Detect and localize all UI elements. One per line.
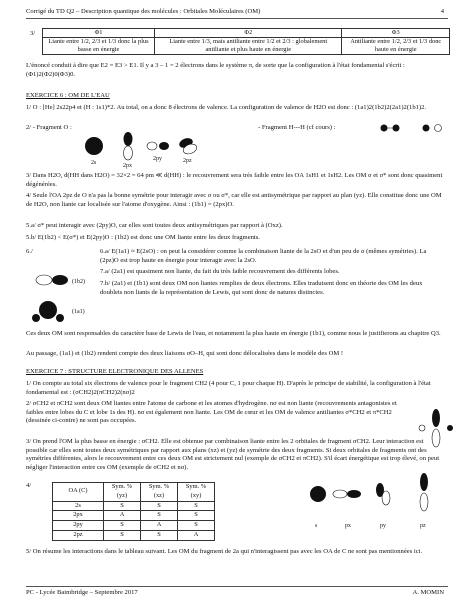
q3-table xyxy=(42,28,450,55)
table-cell: Antiliante entre 1/2, 2/3 et 1/3 donc haute en énergie xyxy=(342,38,450,55)
table-cell: Liante entre 1/2, 2/3 et 1/3 donc la plus basse en énergie xyxy=(43,38,155,55)
ex6-q5a-text: 5.a/ σ* peut interagir avec (2py)O, car elles sont toutes deux antisymétriques par rapport à (Oxz). xyxy=(26,222,283,229)
ex6-q7a-text: 7.a/ (2a1) est quasiment non liante, du fait du très faible recouvrement des différents lobes. xyxy=(100,268,340,275)
orb-label: px xyxy=(345,523,351,529)
table-cell: 2s xyxy=(53,501,104,511)
ex6-q2-left-text: 2/ - Fragment O : xyxy=(26,124,72,131)
ex6-q6-number-text: 6./ xyxy=(26,248,33,255)
ex6-q1 xyxy=(26,104,446,113)
ex6-q2-right-text: - Fragment H---H (cf cours) : xyxy=(258,124,336,131)
ex6-q7a xyxy=(100,268,446,277)
header-title: Corrigé du TD Q2 – Description quantique des molécules : Orbitales Moléculaires (OM) xyxy=(26,8,261,15)
ex6-q6a-text: 6.a/ E(1a1) ≈ E(2sO) : on peut la considérer comme la combinaison liante de la 2sO et d'un peu de σ (mêmes symétries). La (2pz)O est trop haute en énergie pour interagir avec la 2sO. xyxy=(100,248,427,264)
ex6-q6-number xyxy=(26,248,56,257)
page-number: 4 xyxy=(440,8,444,15)
mo-label: (1a1) xyxy=(72,309,85,315)
table-cell: A xyxy=(141,521,178,531)
footer-left: PC - Lycée Baimbridge – Septembre 2017 xyxy=(26,589,138,596)
table-header-row xyxy=(43,29,450,38)
table-row xyxy=(53,521,215,531)
q3-number: 3/ xyxy=(30,30,36,37)
ex7-q1-text: 1/ On compte au total six électrons de valence pour le fragment CH2 (4 pour C, 1 pour chaque H). D'après le principe de stabilité, la configuration à l'état fondamental est : (σCH2)2(πCH2)2(nσ)2 xyxy=(26,380,431,396)
table-cell: S xyxy=(178,501,215,511)
ex6-q2-right xyxy=(258,124,398,133)
table-cell: S xyxy=(178,511,215,521)
energy-text: L'énoncé conduit à dire que E2 = E3 > E1. Il y a 3 – 1 = 2 électrons dans le système π, de sorte que la configuration à l'état fondamental s'écrit : (Φ1)2(Φ2)0(Φ3)0. xyxy=(26,62,405,78)
exercise-6-title: EXERCICE 6 : OM DE L'EAU xyxy=(26,92,110,99)
exercise-6 xyxy=(26,92,446,101)
table-cell: A xyxy=(178,530,215,540)
orbital-2px-icon xyxy=(124,132,133,160)
table-header-cell: OA (C) xyxy=(53,483,104,502)
energy-paragraph xyxy=(26,62,446,79)
table-row xyxy=(43,38,450,55)
ex6-q5a xyxy=(26,222,446,231)
table-cell: 2py xyxy=(53,521,104,531)
c-orbital-px-icon xyxy=(333,490,361,498)
ex7-q2 xyxy=(26,400,402,426)
table-cell: Liante entre 1/3, mais antiliante entre 1/2 et 2/3 : globalement antiliante et plus haute en énergie xyxy=(155,38,342,55)
table-header-row xyxy=(53,483,215,502)
ex7-q4-number-text: 4/ xyxy=(26,482,32,489)
ex7-q5-text: 5/ On résume les interactions dans le tableau suivant. Les OM du fragment de 2a qui n'interagissent pas avec les OA de C ne sont pas mentionnées ici. xyxy=(26,548,423,555)
ex6-sigma-text: Au passage, (1a1) et (1b2) rendent compte des deux liaisons σO–H, qui sont donc délocalisées dans le modèle des OM ! xyxy=(26,350,344,357)
sigma-star-hh-icon xyxy=(423,125,442,132)
ex6-q4-text: 4/ Seule l'OA 2pz de O n'a pas la bonne symétrie pour interagir avec σ ou σ*, car elle est antisymétrique par rapport au plan (yz). Elle constitue donc une OM de H2O, non liante car localisée sur l'atome d'oxygène. Ainsi : (1b1) = (2px)O. xyxy=(26,192,442,208)
ex6-q6a xyxy=(100,248,446,265)
footer-right: A. MOMIN xyxy=(412,589,444,596)
c-orbital-py-icon xyxy=(376,483,390,505)
ex6-lewis-text: Ces deux OM sont responsables du caractère base de Lewis de l'eau, et notamment la plus haute en énergie (1b1), comme nous le justifierons au chapitre Q3. xyxy=(26,330,441,337)
symmetry-table xyxy=(52,482,215,541)
mo-label: (1b2) xyxy=(72,279,85,285)
orb-label: py xyxy=(380,523,386,529)
ex6-q3-text: 3/ Dans H2O, d(HH dans H2O) = 32×2 = 64 pm ≪ d(HH) : le recouvrement sera très faible entre les OA 1sH1 et 1sH2. Les OM σ et σ* sont donc quasiment dégénérées. xyxy=(26,172,443,188)
ex6-q5b-text: 5.b/ E(1b2) < E(σ*) et E(2py)O : (1b2) est donc une OM liante entre les deux fragments. xyxy=(26,234,260,241)
table-cell: S xyxy=(141,511,178,521)
orb-label: 2py xyxy=(153,156,162,162)
table-cell: S xyxy=(104,530,141,540)
table-header-cell: Sym. % (xz) xyxy=(141,483,178,502)
exercise-7-title: EXERCICE 7 : STRUCTURE ELECTRONIQUE DES ALLENES xyxy=(26,368,204,375)
table-row xyxy=(53,530,215,540)
table-cell: S xyxy=(178,521,215,531)
mo-1a1-icon xyxy=(32,301,64,322)
ex6-paragraph-sigma xyxy=(26,350,446,359)
table-header-cell: Sym. % (yz) xyxy=(104,483,141,502)
c-orbital-s-icon xyxy=(310,486,326,502)
c-orbital-pz-icon xyxy=(420,473,428,511)
ex7-q3-text: 3/ On prend l'OM la plus basse en énergie : σCH2. Elle est obtenue par combinaison liante entre les 2 orbitales de fragment σCH2. Leur interaction est possible car elles sont toutes deux symétriques par rapport aux plans (xz) et (yz) de symétrie des deux fragments. Si deux orbitales de fragments ont des symétries différentes, alors le recouvrement entre ces deux OM est strictement nul (exemple de σCH2 et πCH2). S'il écart énergétique est trop élevé, on peut négliger l'interaction entre ces OM (exemple de σCH2 et nσ). xyxy=(26,438,440,471)
orb-label: s xyxy=(315,523,318,529)
table-header-cell: Φ3 xyxy=(342,29,450,38)
ex7-q2-text: 2/ σCH2 et πCH2 sont deux OM liantes entre l'atome de carbone et les atomes d'hydrogène. nσ est non liante (recouvrements antagonistes et faibles entre lobes du C et lobe 1s des H). nσ est également non liante. Les OM de cœur et les OM de valence antiliantes σ*CH2 et π*CH2 (dessinée ci-contre) ne sont pas occupées. xyxy=(26,400,397,425)
orbital-2s-icon xyxy=(85,137,103,155)
orb-label: 2pz xyxy=(183,158,192,164)
orb-label: pz xyxy=(420,523,426,529)
orb-label: 2s xyxy=(91,160,97,166)
page-footer xyxy=(26,586,448,596)
ex6-q4 xyxy=(26,192,446,209)
ex6-q1-text: 1/ O : [He] 2s22p4 et (H : 1s1)*2. Au total, on a donc 8 électrons de valence. La configuration de valence de H2O est donc : (1a1)2(1b2)2(2a1)2(1b1)2. xyxy=(26,104,427,111)
orbital-2pz-icon xyxy=(178,136,198,155)
table-header-cell: Φ2 xyxy=(155,29,342,38)
ex6-q7b xyxy=(100,280,446,297)
table-row xyxy=(53,501,215,511)
table-cell: S xyxy=(141,530,178,540)
table-row xyxy=(53,511,215,521)
table-cell: 2pz xyxy=(53,530,104,540)
ex6-q7b-text: 7.b/ (2a1) et (1b1) sont deux OM non liantes remplies de deux électrons. Elles traduisent donc en théorie des OM les deux doublets non liants de la représentation de Lewis, qui sont donc de natures distinctes. xyxy=(100,280,423,296)
ex6-q3 xyxy=(26,172,446,189)
ex6-q2-left xyxy=(26,124,176,133)
orbital-2py-icon xyxy=(147,142,169,150)
ex6-paragraph-lewis xyxy=(26,330,446,339)
table-cell: S xyxy=(104,521,141,531)
table-cell: A xyxy=(104,511,141,521)
table-cell: 2px xyxy=(53,511,104,521)
table-cell: S xyxy=(141,501,178,511)
orb-label: 2px xyxy=(123,163,132,169)
exercise-7 xyxy=(26,368,446,377)
table-header-cell: Sym. % (xy) xyxy=(178,483,215,502)
ex7-q3 xyxy=(26,438,446,472)
mo-1b2-icon xyxy=(36,275,68,285)
ex6-q5b xyxy=(26,234,446,243)
table-cell: S xyxy=(104,501,141,511)
ex7-q1 xyxy=(26,380,446,397)
table-header-cell: Φ1 xyxy=(43,29,155,38)
ex7-q4-number xyxy=(26,482,46,491)
ex7-q5 xyxy=(26,548,446,557)
page-header xyxy=(26,8,448,19)
